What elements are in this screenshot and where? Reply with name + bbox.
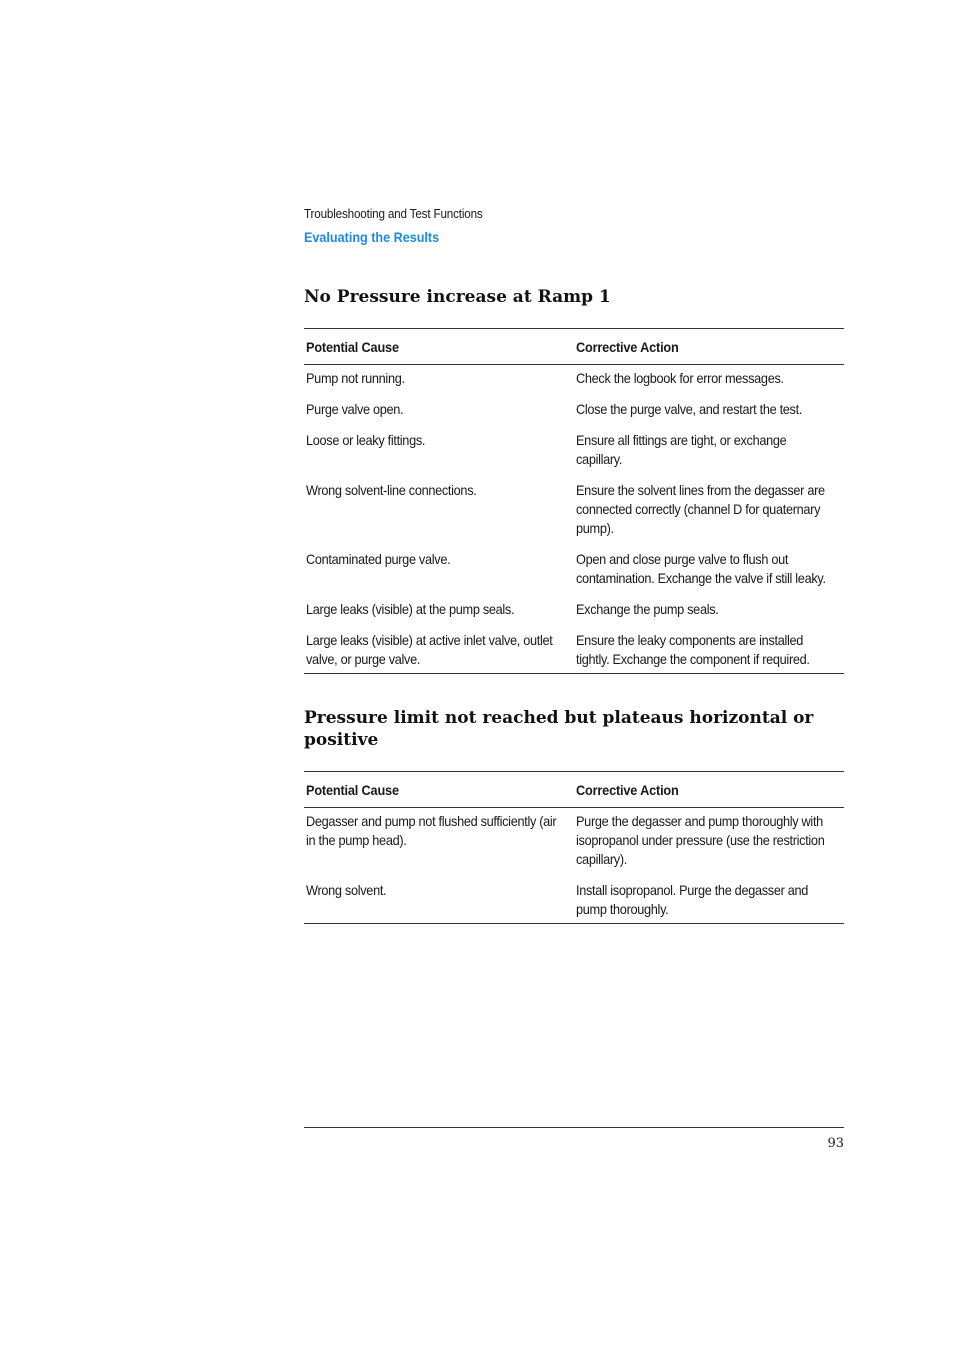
table-row [304,598,844,629]
action-cell: Ensure the solvent lines from the degasser are connected correctly (channel D for quaternary pump). [576,482,825,536]
column-header-cause: Potential Cause [306,782,399,798]
page-number: 93 [827,1136,844,1151]
table-row [304,398,844,429]
running-head: Troubleshooting and Test Functions [304,206,483,221]
table-row [304,365,844,399]
cause-cell: Contaminated purge valve. [306,551,451,567]
table-row [304,479,844,548]
table-row [304,879,844,924]
table-header-row [304,772,844,808]
section-title-pressure-limit: Pressure limit not reached but plateaus horizontal or positive [304,708,814,750]
table-header-row [304,329,844,365]
cause-cell: Pump not running. [306,370,405,386]
table-row [304,429,844,479]
action-cell: Ensure all fittings are tight, or exchange capillary. [576,432,787,467]
cause-cell: Degasser and pump not flushed sufficiently (air in the pump head). [306,813,557,848]
action-cell: Ensure the leaky components are installed tightly. Exchange the component if required. [576,632,810,667]
section-heading: Evaluating the Results [304,229,440,245]
section-title-no-pressure: No Pressure increase at Ramp 1 [304,287,611,307]
troubleshooting-table-ramp [304,328,844,674]
cause-cell: Large leaks (visible) at active inlet valve, outlet valve, or purge valve. [306,632,553,667]
troubleshooting-table-plateau [304,771,844,924]
table-row [304,808,844,880]
action-cell: Install isopropanol. Purge the degasser and pump thoroughly. [576,882,809,917]
column-header-action: Corrective Action [576,339,679,355]
action-cell: Check the logbook for error messages. [576,370,784,386]
cause-cell: Wrong solvent-line connections. [306,482,477,498]
table-row [304,548,844,598]
action-cell: Close the purge valve, and restart the test. [576,401,803,417]
cause-cell: Wrong solvent. [306,882,387,898]
footer-rule [304,1127,844,1128]
action-cell: Purge the degasser and pump thoroughly with isopropanol under pressure (use the restriction capillary). [576,813,825,867]
cause-cell: Large leaks (visible) at the pump seals. [306,601,515,617]
cause-cell: Purge valve open. [306,401,404,417]
column-header-action: Corrective Action [576,782,679,798]
column-header-cause: Potential Cause [306,339,399,355]
table-row [304,629,844,674]
action-cell: Open and close purge valve to flush out contamination. Exchange the valve if still leaky. [576,551,826,586]
action-cell: Exchange the pump seals. [576,601,719,617]
cause-cell: Loose or leaky fittings. [306,432,426,448]
